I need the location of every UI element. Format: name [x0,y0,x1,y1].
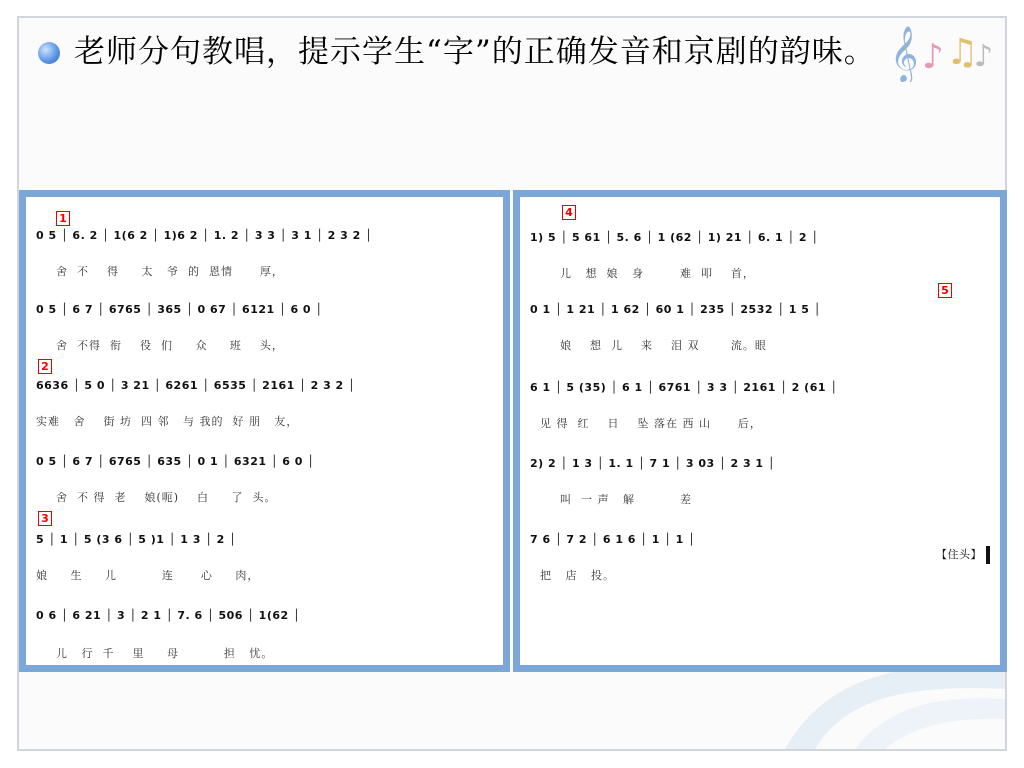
lyrics-line: 叫 一 声 解 差 [560,493,692,506]
lyrics-line: 见 得 红 日 坠 落在 西 山 后， [540,417,762,430]
lyrics-line: 实难 舍 街 坊 四 邻 与 我的 好 朋 友， [36,415,299,428]
svg-text:♪: ♪ [974,39,994,74]
ending-label: 【住头】 [935,548,982,561]
notation-line: 0 5 │ 6. 2 │ 1(6 2 │ 1)6 2 │ 1. 2 │ 3 3 │ 3 1 │ 2 3 2 │ [36,229,373,242]
notation-line: 2) 2 │ 1 3 │ 1. 1 │ 7 1 │ 3 03 │ 2 3 1 │ [530,457,776,470]
bullet-dot-icon [38,42,60,64]
lyrics-line: 把 店 投。 [540,569,615,582]
lyrics-line: 舍 不得 衔 役 们 众 班 头， [56,339,284,352]
lyrics-line: 娘 生 儿 连 心 肉， [36,569,260,582]
section-marker: 4 [562,205,576,220]
notation-line: 6 1 │ 5 (35) │ 6 1 │ 6761 │ 3 3 │ 2161 │ 2 (61 │ [530,381,838,394]
notation-line: 7 6 │ 7 2 │ 6 1 6 │ 1 │ 1 │ [530,533,696,546]
notation-line: 0 1 │ 1 21 │ 1 62 │ 60 1 │ 235 │ 2532 │ 1 5 │ [530,303,821,316]
lyrics-line: 舍 不 得 太 爷 的 恩情 厚， [56,265,284,278]
notation-line: 5 │ 1 │ 5 (3 6 │ 5 )1 │ 1 3 │ 2 │ [36,533,237,546]
svg-text:♪: ♪ [922,37,944,77]
lyrics-line: 儿 想 娘 身 难 叩 首， [560,267,755,280]
score-panel-right [513,190,1007,672]
notation-line: 0 6 │ 6 21 │ 3 │ 2 1 │ 7. 6 │ 506 │ 1(62 │ [36,609,301,622]
score-panel-left [19,190,510,672]
section-marker: 3 [38,511,52,526]
svg-text:𝄞: 𝄞 [890,26,919,82]
bullet-text: 老师分句教唱，提示学生“字”的正确发音和京剧的韵味。 [74,34,876,70]
notation-line: 0 5 │ 6 7 │ 6765 │ 365 │ 0 67 │ 6121 │ 6 0 │ [36,303,323,316]
lyrics-line: 儿 行 千 里 母 担 忧。 [56,647,274,660]
music-notes-icon [888,22,1003,82]
lyrics-line: 舍 不 得 老 娘(呃) 白 了 头。 [56,491,277,504]
section-marker: 5 [938,283,952,298]
svg-text:♫: ♫ [946,32,979,73]
notation-line: 0 5 │ 6 7 │ 6765 │ 635 │ 0 1 │ 6321 │ 6 0 │ [36,455,315,468]
notation-line: 6636 │ 5 0 │ 3 21 │ 6261 │ 6535 │ 2161 │ 2 3 2 │ [36,379,356,392]
notation-line: 1) 5 │ 5 61 │ 5. 6 │ 1 (62 │ 1) 21 │ 6. 1 │ 2 │ [530,231,819,244]
lyrics-line: 娘 想 儿 来 泪 双 流。眼 [560,339,767,352]
section-marker: 2 [38,359,52,374]
section-marker: 1 [56,211,70,226]
final-barline [986,546,990,564]
